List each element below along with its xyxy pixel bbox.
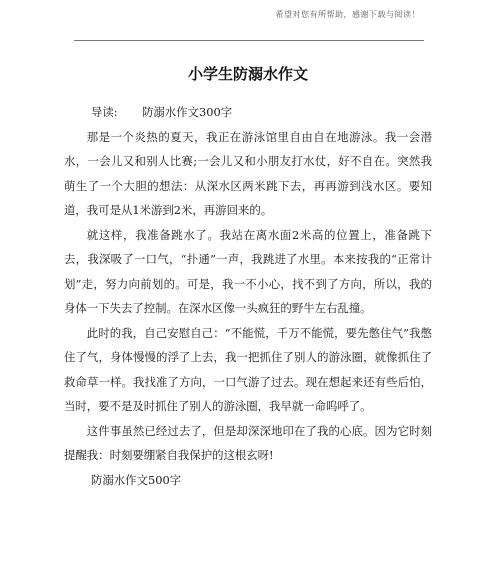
lead-text: 防溺水作文300字 xyxy=(142,105,233,119)
page-title: 小学生防溺水作文 xyxy=(187,65,308,83)
paragraph-4: 这件事虽然已经过去了，但是却深深地印在了我的心底。因为它时刻提醒我：时刻要绷紧自我保护的这根玄呀! xyxy=(64,423,432,462)
lead-line xyxy=(64,100,432,125)
paragraph-1: 那是一个炎热的夏天，我正在游泳馆里自由自在地游泳。我一会潜水，一会儿又和别人比赛;一会儿又和小朋友打水仗，好不自在。突然我萌生了一个大胆的想法：从深水区两米跳下去，再再游到浅水区。要知道，我可是从1米游到2米，再游回来的。 xyxy=(64,129,432,217)
document-body xyxy=(64,100,432,492)
paragraph-3: 此时的我，自己安慰自己：“不能慌，千万不能慌，要先憋住气”我憋住了气，身体慢慢的浮了上去，我一把抓住了别人的游泳圈，就像抓住了救命草一样。我找准了方向，一口气游了过去。现在想起来还有些后怕，当时，要不是及时抓住了别人的游泳圈，我早就一命呜呼了。 xyxy=(64,325,432,413)
header-note: 希望对您有所帮助，感谢下载与阅读！ xyxy=(275,10,420,19)
paragraph-2: 就这样，我准备跳水了。我站在离水面2米高的位置上，准备跳下去，我深吸了一口气，“扑通”一声，我跳进了水里。本来按我的“正常计划”走，努力向前划的。可是，我一不小心，找不到了方向，所以，我的身体一下失去了控制。在深水区像一头疯狂的野牛左右乱撞。 xyxy=(64,227,432,315)
lead-label: 导读: xyxy=(91,105,118,119)
header-divider xyxy=(74,40,424,41)
next-section-heading: 防溺水作文500字 xyxy=(91,472,182,487)
